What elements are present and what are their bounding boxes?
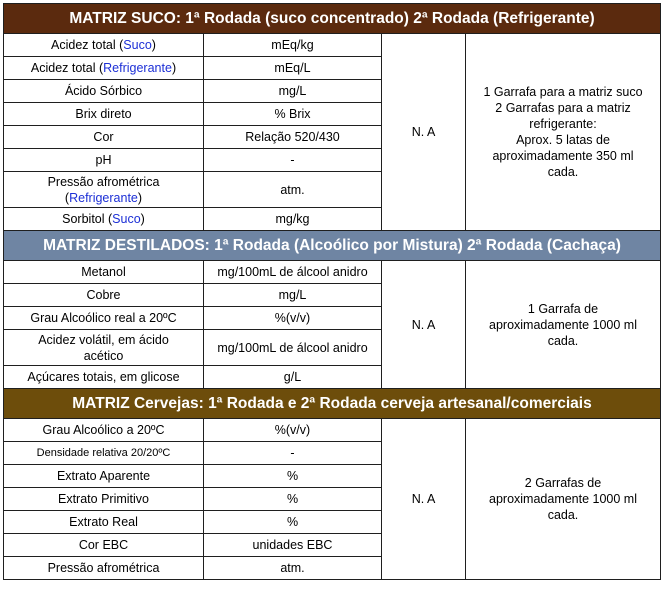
unit-cell: mEq/L — [204, 57, 382, 80]
param-cell: Pressão afrométrica (Refrigerante) — [4, 172, 204, 208]
unit-cell: mg/100mL de álcool anidro — [204, 261, 382, 284]
param-cell: Cobre — [4, 284, 204, 307]
sample-note-cell: 1 Garrafa para a matriz suco 2 Garrafas para a matriz refrigerante: Aprox. 5 latas de aproximadamente 350 ml cada. — [466, 34, 661, 231]
unit-cell: %(v/v) — [204, 419, 382, 442]
param-cell: Extrato Aparente — [4, 465, 204, 488]
na-cell: N. A — [382, 419, 466, 580]
param-cell: pH — [4, 149, 204, 172]
unit-cell: % — [204, 465, 382, 488]
param-cell: Extrato Primitivo — [4, 488, 204, 511]
unit-cell: g/L — [204, 366, 382, 389]
unit-cell: mEq/kg — [204, 34, 382, 57]
unit-cell: mg/L — [204, 284, 382, 307]
param-cell: Extrato Real — [4, 511, 204, 534]
param-cell: Acidez total (Suco) — [4, 34, 204, 57]
unit-cell: mg/L — [204, 80, 382, 103]
unit-cell: atm. — [204, 557, 382, 580]
param-cell: Açúcares totais, em glicose — [4, 366, 204, 389]
unit-cell: %(v/v) — [204, 307, 382, 330]
unit-cell: % — [204, 511, 382, 534]
param-cell: Brix direto — [4, 103, 204, 126]
unit-cell: unidades EBC — [204, 534, 382, 557]
na-cell: N. A — [382, 261, 466, 389]
param-cell: Cor EBC — [4, 534, 204, 557]
section-header-destilados: MATRIZ DESTILADOS: 1ª Rodada (Alcoólico por Mistura) 2ª Rodada (Cachaça) — [4, 231, 661, 261]
param-cell: Grau Alcoólico real a 20ºC — [4, 307, 204, 330]
sample-note-cell: 1 Garrafa de aproximadamente 1000 ml cada. — [466, 261, 661, 389]
param-cell: Pressão afrométrica — [4, 557, 204, 580]
param-cell: Sorbitol (Suco) — [4, 208, 204, 231]
unit-cell: Relação 520/430 — [204, 126, 382, 149]
param-cell: Acidez volátil, em ácido acético — [4, 330, 204, 366]
unit-cell: - — [204, 442, 382, 465]
sample-note-cell: 2 Garrafas de aproximadamente 1000 ml cada. — [466, 419, 661, 580]
param-cell: Densidade relativa 20/20ºC — [4, 442, 204, 465]
unit-cell: atm. — [204, 172, 382, 208]
param-cell: Grau Alcoólico a 20ºC — [4, 419, 204, 442]
param-cell: Metanol — [4, 261, 204, 284]
na-cell: N. A — [382, 34, 466, 231]
param-cell: Cor — [4, 126, 204, 149]
param-cell: Acidez total (Refrigerante) — [4, 57, 204, 80]
unit-cell: - — [204, 149, 382, 172]
unit-cell: mg/kg — [204, 208, 382, 231]
unit-cell: % — [204, 488, 382, 511]
analysis-matrix-table — [3, 3, 661, 580]
unit-cell: mg/100mL de álcool anidro — [204, 330, 382, 366]
section-header-cervejas: MATRIZ Cervejas: 1ª Rodada e 2ª Rodada cerveja artesanal/comerciais — [4, 389, 661, 419]
param-cell: Ácido Sórbico — [4, 80, 204, 103]
unit-cell: % Brix — [204, 103, 382, 126]
section-header-suco: MATRIZ SUCO: 1ª Rodada (suco concentrado) 2ª Rodada (Refrigerante) — [4, 4, 661, 34]
